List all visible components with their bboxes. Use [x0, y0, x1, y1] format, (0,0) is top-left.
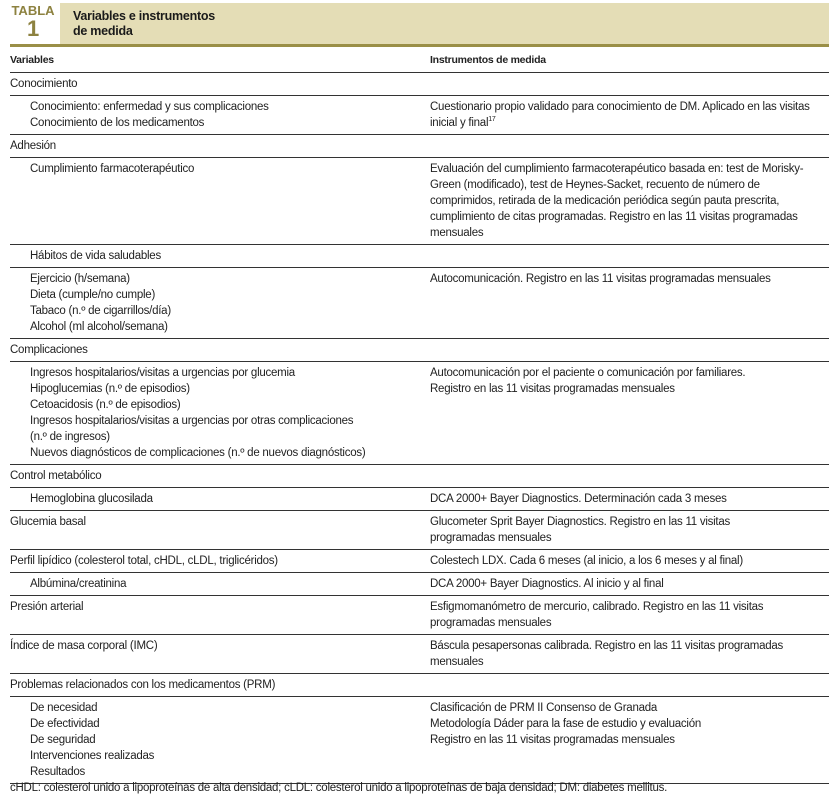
variable-text: Conocimiento de los medicamentos	[30, 117, 205, 129]
variable-text: Ingresos hospitalarios/visitas a urgencias por glucemia	[30, 367, 295, 379]
instrument-text-content: comprimidos, retirada de la medicación periódica según pauta prescrita,	[430, 195, 780, 207]
instrument-text-content: Báscula pesapersonas calibrada. Registro en las 11 visitas programadas	[430, 640, 784, 652]
variable-cell	[10, 674, 430, 697]
variable-cell	[10, 488, 430, 511]
instrument-cell	[430, 339, 829, 362]
variable-cell	[10, 135, 430, 158]
instrument-cell	[430, 511, 829, 550]
instrument-text	[430, 615, 829, 631]
instrument-text-content: Esfigmomanómetro de mercurio, calibrado. Registro en las 11 visitas	[430, 601, 764, 613]
variable-text: Problemas relacionados con los medicamentos (PRM)	[10, 679, 276, 691]
table-row	[10, 339, 829, 362]
variable-cell	[10, 550, 430, 573]
instrument-cell	[430, 697, 829, 784]
instrument-text-content: Glucometer Sprit Bayer Diagnostics. Registro en las 11 visitas	[430, 516, 731, 528]
instrument-text-content: mensuales	[430, 227, 484, 239]
table-row	[10, 268, 829, 339]
instrument-cell	[430, 488, 829, 511]
table-row	[10, 362, 829, 465]
variable-text: Hipoglucemias (n.º de episodios)	[30, 383, 190, 395]
variable-text: Cumplimiento farmacoterapéutico	[30, 163, 195, 175]
instrument-text-content: DCA 2000+ Bayer Diagnostics. Al inicio y al final	[430, 578, 664, 590]
table-row	[10, 511, 829, 550]
table-row	[10, 158, 829, 245]
variable-text: Nuevos diagnósticos de complicaciones (n.º de nuevos diagnósticos)	[30, 447, 366, 459]
instrument-text-content: cumplimiento de citas programadas. Registro en las 11 visitas programadas	[430, 211, 798, 223]
variable-cell	[10, 96, 430, 135]
column-header-variables: Variables	[10, 49, 430, 73]
variable-text: Conocimiento: enfermedad y sus complicaciones	[30, 101, 269, 113]
instrument-text-content: Cuestionario propio validado para conocimiento de DM. Aplicado en las visitas	[430, 101, 810, 113]
instrument-cell	[430, 96, 829, 135]
variables-table	[10, 49, 829, 784]
variable-text: Intervenciones realizadas	[30, 750, 155, 762]
instrument-text-content: Clasificación de PRM II Consenso de Granada	[430, 702, 658, 714]
variable-text: De seguridad	[30, 734, 96, 746]
column-header-instruments: Instrumentos de medida	[430, 49, 829, 73]
variable-text: De necesidad	[30, 702, 98, 714]
instrument-text	[430, 177, 829, 193]
variable-text: Presión arterial	[10, 601, 84, 613]
variable-cell	[10, 73, 430, 96]
variable-cell	[10, 339, 430, 362]
instrument-text-content: Autocomunicación. Registro en las 11 visitas programadas mensuales	[430, 273, 771, 285]
variable-text: Ejercicio (h/semana)	[30, 273, 130, 285]
instrument-text-content: DCA 2000+ Bayer Diagnostics. Determinación cada 3 meses	[430, 493, 727, 505]
table-row	[10, 573, 829, 596]
instrument-text	[430, 700, 829, 716]
instrument-text	[430, 716, 829, 732]
instrument-text	[430, 271, 829, 287]
variable-text: Conocimiento	[10, 78, 78, 90]
variable-cell	[10, 245, 430, 268]
variable-text: Hemoglobina glucosilada	[30, 493, 153, 505]
variable-text: Índice de masa corporal (IMC)	[10, 640, 158, 652]
instrument-text	[430, 209, 829, 225]
instrument-text	[430, 115, 829, 131]
variable-cell	[10, 573, 430, 596]
variable-text: Perfil lipídico (colesterol total, cHDL, cLDL, triglicéridos)	[10, 555, 278, 567]
instrument-text	[430, 576, 829, 592]
variable-text: Albúmina/creatinina	[30, 578, 127, 590]
table-title	[73, 9, 215, 39]
variable-cell	[10, 697, 430, 784]
table-label	[10, 3, 56, 40]
instrument-text	[430, 491, 829, 507]
variable-text: Adhesión	[10, 140, 56, 152]
instrument-text	[430, 732, 829, 748]
instrument-cell	[430, 465, 829, 488]
instrument-text	[430, 599, 829, 615]
instrument-cell	[430, 73, 829, 96]
variable-text: Tabaco (n.º de cigarrillos/día)	[30, 305, 171, 317]
instrument-text	[430, 161, 829, 177]
instrument-text-content: Registro en las 11 visitas programadas mensuales	[430, 383, 675, 395]
table-row	[10, 465, 829, 488]
table-row	[10, 635, 829, 674]
table-row	[10, 488, 829, 511]
variable-text: Ingresos hospitalarios/visitas a urgencias por otras complicaciones	[30, 415, 354, 427]
instrument-text-content: Autocomunicación por el paciente o comunicación por familiares.	[430, 367, 746, 379]
instrument-text-content: Colestech LDX. Cada 6 meses (al inicio, a los 6 meses y al final)	[430, 555, 743, 567]
instrument-text-content: inicial y final	[430, 117, 489, 129]
instrument-text	[430, 365, 829, 381]
variable-text: Alcohol (ml alcohol/semana)	[30, 321, 168, 333]
instrument-text	[430, 193, 829, 209]
instrument-cell	[430, 635, 829, 674]
instrument-text-content: mensuales	[430, 656, 484, 668]
variable-text: Resultados	[30, 766, 86, 778]
instrument-text-content: Evaluación del cumplimiento farmacoterapéutico basada en: test de Morisky-	[430, 163, 804, 175]
instrument-cell	[430, 674, 829, 697]
title-line: Variables e instrumentos	[73, 9, 215, 23]
footnote: cHDL: colesterol unido a lipoproteínas de alta densidad; cLDL: colesterol unido a lipoproteínas de baja densidad; DM: diabetes mellitus.	[10, 782, 668, 794]
instrument-cell	[430, 596, 829, 635]
variable-text: (n.º de ingresos)	[30, 431, 110, 443]
table-label-text: TABLA	[11, 3, 55, 18]
instrument-cell	[430, 362, 829, 465]
instrument-cell	[430, 158, 829, 245]
variable-cell	[10, 158, 430, 245]
variable-text: Complicaciones	[10, 344, 88, 356]
variable-text: De efectividad	[30, 718, 100, 730]
instrument-text	[430, 530, 829, 546]
table-row	[10, 674, 829, 697]
reference-superscript: 17	[488, 116, 496, 124]
table-row	[10, 697, 829, 784]
table-row	[10, 550, 829, 573]
instrument-text	[430, 99, 829, 115]
instrument-text	[430, 381, 829, 397]
instrument-cell	[430, 245, 829, 268]
table-row	[10, 596, 829, 635]
instrument-text-content: Green (modificado), test de Heynes-Sacket, recuento de número de	[430, 179, 760, 191]
instrument-text	[430, 654, 829, 670]
variable-cell	[10, 362, 430, 465]
instrument-text	[430, 514, 829, 530]
variable-text: Cetoacidosis (n.º de episodios)	[30, 399, 181, 411]
table-caption	[0, 0, 829, 46]
variable-cell	[10, 268, 430, 339]
variable-text: Hábitos de vida saludables	[30, 250, 161, 262]
instrument-cell	[430, 268, 829, 339]
header-row	[10, 49, 829, 73]
table-row	[10, 135, 829, 158]
instrument-text-content: Metodología Dáder para la fase de estudio y evaluación	[430, 718, 701, 730]
variable-text: Control metabólico	[10, 470, 102, 482]
instrument-cell	[430, 573, 829, 596]
instrument-cell	[430, 135, 829, 158]
table-row	[10, 96, 829, 135]
instrument-text-content: Registro en las 11 visitas programadas mensuales	[430, 734, 675, 746]
instrument-cell	[430, 550, 829, 573]
variable-cell	[10, 465, 430, 488]
variable-text: Glucemia basal	[10, 516, 86, 528]
instrument-text	[430, 638, 829, 654]
table-row	[10, 73, 829, 96]
instrument-text-content: programadas mensuales	[430, 617, 552, 629]
table-row	[10, 245, 829, 268]
instrument-text	[430, 553, 829, 569]
variable-cell	[10, 511, 430, 550]
instrument-text-content: programadas mensuales	[430, 532, 552, 544]
title-line: de medida	[73, 24, 133, 38]
table-number: 1	[27, 16, 39, 41]
instrument-text	[430, 225, 829, 241]
variable-text: Dieta (cumple/no cumple)	[30, 289, 156, 301]
variable-cell	[10, 596, 430, 635]
header-rule	[10, 44, 829, 47]
variable-cell	[10, 635, 430, 674]
